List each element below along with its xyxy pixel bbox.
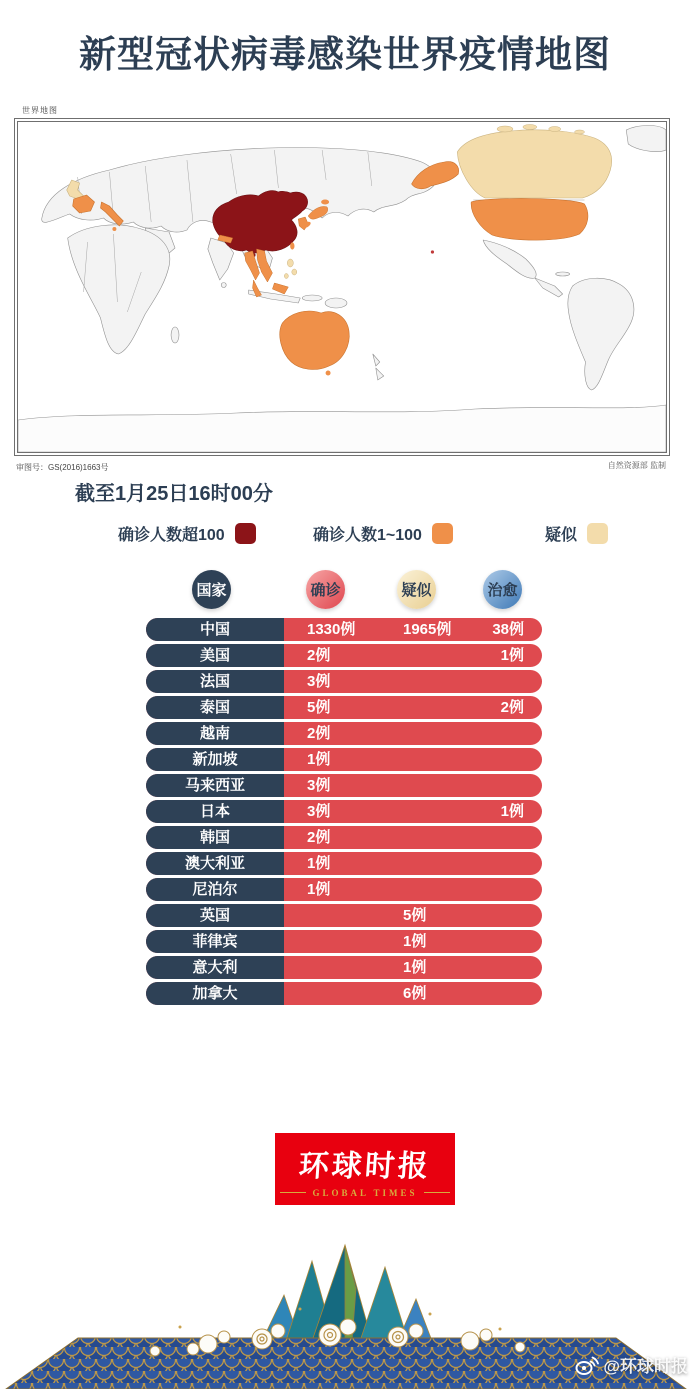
country-usa [471, 198, 588, 240]
table-row [146, 904, 542, 927]
country-cell: 法国 [146, 670, 284, 693]
table-row [146, 956, 542, 979]
confirmed-cell: 2例 [307, 725, 331, 742]
country-cell: 越南 [146, 722, 284, 745]
legend-label: 确诊人数1~100 [313, 527, 422, 544]
legend-swatch-tan [587, 523, 608, 544]
confirmed-cell: 1330例 [307, 621, 356, 638]
weibo-icon [575, 1355, 599, 1375]
legend-swatch-orange [432, 523, 453, 544]
legend-swatch-dark-red [235, 523, 256, 544]
suspected-cell: 1965例 [403, 621, 452, 638]
confirmed-cell: 3例 [307, 777, 331, 794]
hawaii [431, 250, 434, 253]
table-row [146, 800, 542, 823]
column-header-suspected: 疑似 [397, 570, 436, 609]
confirmed-cell: 1例 [307, 855, 331, 872]
country-malaysia-borneo [272, 283, 288, 294]
country-cell: 马来西亚 [146, 774, 284, 797]
map-approval-number: 审图号：GS(2016)1663号 [16, 463, 109, 472]
legend-item-suspected [545, 523, 608, 544]
legend-label: 疑似 [545, 527, 578, 544]
watermark-text: @环球时报 [603, 1357, 688, 1376]
table-row [146, 982, 542, 1005]
table-row [146, 878, 542, 901]
sicily [112, 227, 116, 231]
column-header-country: 国家 [192, 570, 231, 609]
country-cell: 日本 [146, 800, 284, 823]
global-times-logo-chinese: 环球时报 [297, 1148, 432, 1184]
legend-item-confirmed-1-100 [313, 523, 453, 544]
global-times-logo-english: GLOBAL TIMES [312, 1187, 418, 1198]
table-row [146, 696, 542, 719]
logo-rule-right [424, 1192, 450, 1193]
suspected-cell: 1例 [403, 959, 427, 976]
confirmed-cell: 1例 [307, 881, 331, 898]
country-cell: 泰国 [146, 696, 284, 719]
column-header-confirmed: 确诊 [306, 570, 345, 609]
suspected-cell: 1例 [403, 933, 427, 950]
country-australia [280, 311, 349, 369]
country-cell: 加拿大 [146, 982, 284, 1005]
country-cell: 新加坡 [146, 748, 284, 771]
logo-rule-left [280, 1192, 306, 1193]
world-map [18, 122, 666, 452]
country-cell: 澳大利亚 [146, 852, 284, 875]
table-row [146, 670, 542, 693]
map-producer-credit: 自然资源部 监制 [607, 461, 666, 470]
country-cell: 菲律宾 [146, 930, 284, 953]
table-row [146, 722, 542, 745]
country-cell: 英国 [146, 904, 284, 927]
page-title: 新型冠状病毒感染世界疫情地图 [79, 34, 611, 75]
country-cell: 尼泊尔 [146, 878, 284, 901]
country-philippines [284, 259, 296, 279]
table-row [146, 852, 542, 875]
table-row [146, 748, 542, 771]
cured-cell: 1例 [500, 647, 524, 664]
confirmed-cell: 2例 [307, 829, 331, 846]
table-row [146, 930, 542, 953]
country-cell: 意大利 [146, 956, 284, 979]
tasmania [326, 371, 331, 376]
legend-item-confirmed-over-100 [118, 523, 256, 544]
cured-cell: 1例 [500, 803, 524, 820]
global-times-logo-english-row [280, 1188, 449, 1198]
country-cell: 中国 [146, 618, 284, 641]
map-corner-label: 世界地图 [22, 106, 58, 115]
taiwan [290, 242, 294, 249]
suspected-cell: 6例 [403, 985, 427, 1002]
table-row [146, 618, 542, 641]
confirmed-cell: 1例 [307, 751, 331, 768]
japan-hokkaido [321, 200, 329, 205]
table-row [146, 774, 542, 797]
confirmed-cell: 3例 [307, 673, 331, 690]
column-header-cured: 治愈 [483, 570, 522, 609]
country-cell: 韩国 [146, 826, 284, 849]
table-row [146, 644, 542, 667]
confirmed-cell: 2例 [307, 647, 331, 664]
world-map-inner-frame [17, 121, 667, 453]
table-row [146, 826, 542, 849]
global-times-logo [275, 1133, 455, 1205]
legend-label: 确诊人数超100 [118, 527, 225, 544]
cured-cell: 38例 [492, 621, 524, 638]
cured-cell: 2例 [500, 699, 524, 716]
confirmed-cell: 5例 [307, 699, 331, 716]
country-cell: 美国 [146, 644, 284, 667]
suspected-cell: 5例 [403, 907, 427, 924]
confirmed-cell: 3例 [307, 803, 331, 820]
world-map-frame [14, 118, 670, 456]
weibo-watermark [575, 1352, 688, 1377]
as-of-timestamp: 截至1月25日16时00分 [75, 483, 273, 505]
country-canada [457, 130, 611, 198]
